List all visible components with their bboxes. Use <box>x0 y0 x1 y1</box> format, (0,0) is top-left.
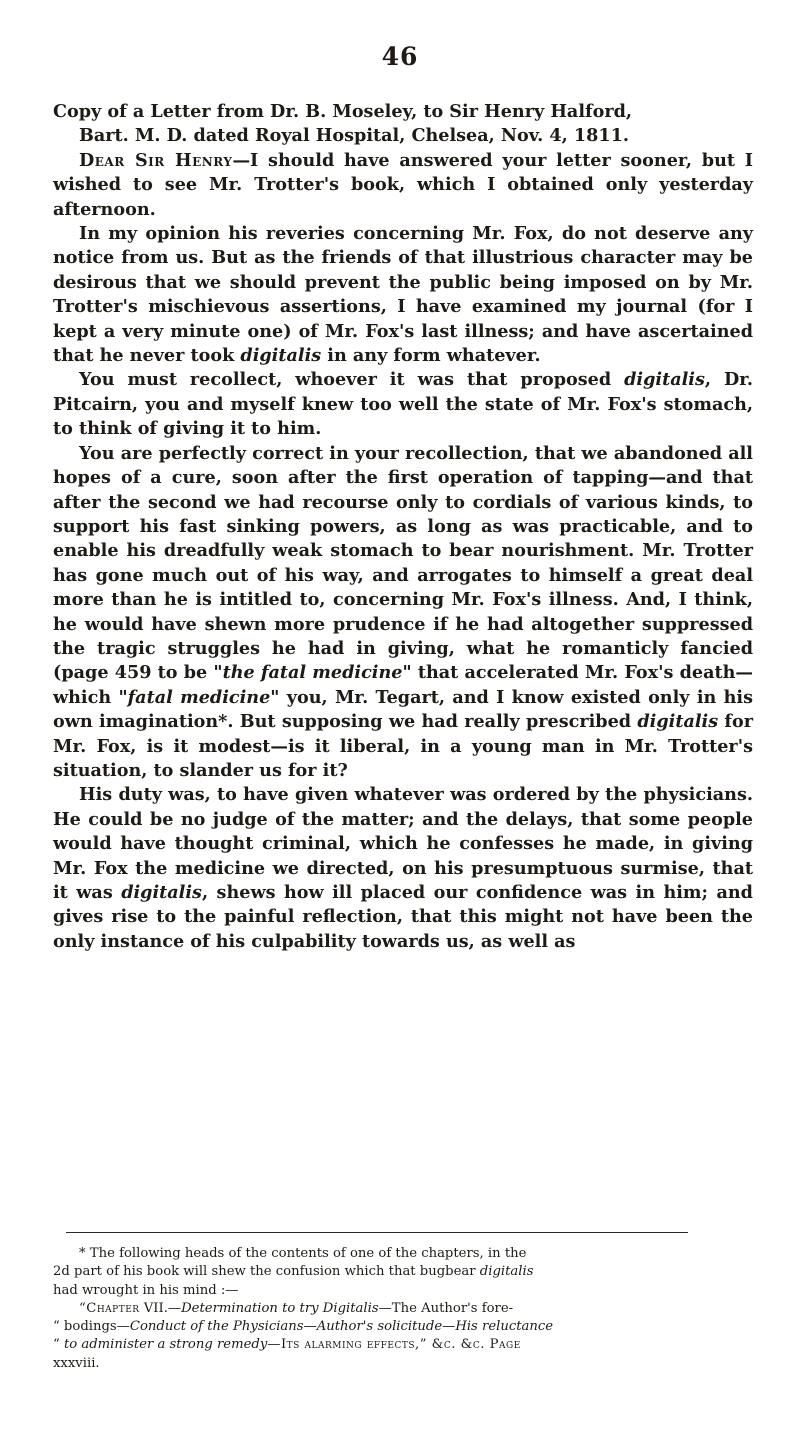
paragraph-1 <box>53 149 753 222</box>
footnote <box>53 1245 753 1373</box>
paragraph-3: You must recollect, whoever it was that proposed digitalis, Dr. Pitcairn, you and myself knew too well the state of Mr. Fox's stomach, to think of giving it to him. <box>53 369 753 440</box>
emphasis: digitalis <box>624 369 705 391</box>
footnote-line-6 <box>53 1336 753 1354</box>
footnote-line-6-tail: —Its alarming effects,” &c. &c. Page <box>267 1337 521 1353</box>
footnote-line-1-text: The following heads of the contents of one of the chapters, in the <box>89 1246 527 1261</box>
footnote-line-4 <box>53 1300 753 1318</box>
footnote-divider <box>66 1232 688 1233</box>
letter-body <box>53 100 753 954</box>
footnote-marker: * <box>79 1246 86 1261</box>
footnote-line-6-emphasis: to administer a strong remedy <box>63 1337 268 1353</box>
footnote-line-6-head: “ <box>53 1337 64 1353</box>
page-number: 46 <box>381 42 419 71</box>
paragraph-2: In my opinion his reveries concerning Mr. Fox, do not deserve any notice from us. But as the friends of that illustrious character may be desirous that we should prevent the public being imposed on by Mr. Trotter's mischievous assertions, I have examined my journal (for I kept a very minute one) of Mr. Fox's last illness; and have ascertained that he never took digitalis in any form whatever. <box>53 223 753 367</box>
footnote-line-5-emphasis: Conduct of the Physicians—Author's solicitude—His reluctance <box>129 1319 554 1335</box>
paragraph-4: You are perfectly correct in your recollection, that we abandoned all hopes of a cure, soon after the first operation of tapping—and that after the second we had recourse only to cordials of various kinds, to support his fast sinking powers, as long as was practicable, and to enable his dreadfully weak stomach to bear nourishment. Mr. Trotter has gone much out of his way, and arrogates to himself a great deal more than he is intitled to, concerning Mr. Fox's illness. And, I think, he would have shewn more prudence if he had altogether suppressed the tragic struggles he had in giving, what he romanticly fancied (page 459 to be "the fatal medicine" that accelerated Mr. Fox's death—which "fatal medicine" you, Mr. Tegart, and I know existed only in his own imagination*. But supposing we had really prescribed digitalis for Mr. Fox, is it modest—is it liberal, in a young man in Mr. Trotter's situation, to slander us for it? <box>53 442 753 781</box>
letter-heading <box>53 100 753 149</box>
emphasis: the fatal medicine <box>222 662 403 684</box>
heading-line-1: Copy of a Letter from Dr. B. Moseley, to Sir Henry Halford, <box>53 101 633 122</box>
footnote-line-1 <box>53 1245 753 1263</box>
salutation: Dear Sir Henry <box>79 149 233 171</box>
footnote-line-5-head: “ bodings— <box>53 1319 130 1335</box>
footnote-chapter-label: “Chapter <box>79 1300 140 1316</box>
footnote-line-2-text: 2d part of his book will shew the confusion which that bugbear <box>53 1264 476 1280</box>
paragraph-1-text: —I should have answered your letter sooner, but I wished to see Mr. Trotter's book, which I obtained only yesterday afternoon. <box>53 149 753 220</box>
emphasis: fatal medicine <box>127 686 271 708</box>
emphasis: digitalis <box>637 711 719 733</box>
footnote-emphasis-digitalis: digitalis <box>479 1264 534 1280</box>
paragraph-5: His duty was, to have given whatever was ordered by the physicians. He could be no judge of the matter; and the delays, that some people would have thought criminal, which he confesses he made, in giving Mr. Fox the medicine we directed, on his presumptuous surmise, that it was digitalis, shews how ill placed our confidence was in him; and gives rise to the painful reflection, that this might not have been the only instance of his culpability towards us, as well as <box>53 784 753 952</box>
heading-line-2: Bart. M. D. dated Royal Hospital, Chelsea, Nov. 4, 1811. <box>79 125 629 147</box>
footnote-line-3: had wrought in his mind :— <box>53 1282 239 1298</box>
footnote-chapter-number: VII.— <box>139 1300 182 1316</box>
footnote-line-7: xxxviii. <box>53 1355 100 1371</box>
footnote-line-4-tail: —The Author's fore- <box>378 1300 514 1316</box>
emphasis: digitalis <box>240 345 322 367</box>
footnote-line-2 <box>53 1263 753 1281</box>
footnote-chapter-title: Determination to try Digitalis <box>181 1300 379 1316</box>
emphasis: digitalis <box>121 882 202 903</box>
footnote-line-5 <box>53 1318 753 1336</box>
